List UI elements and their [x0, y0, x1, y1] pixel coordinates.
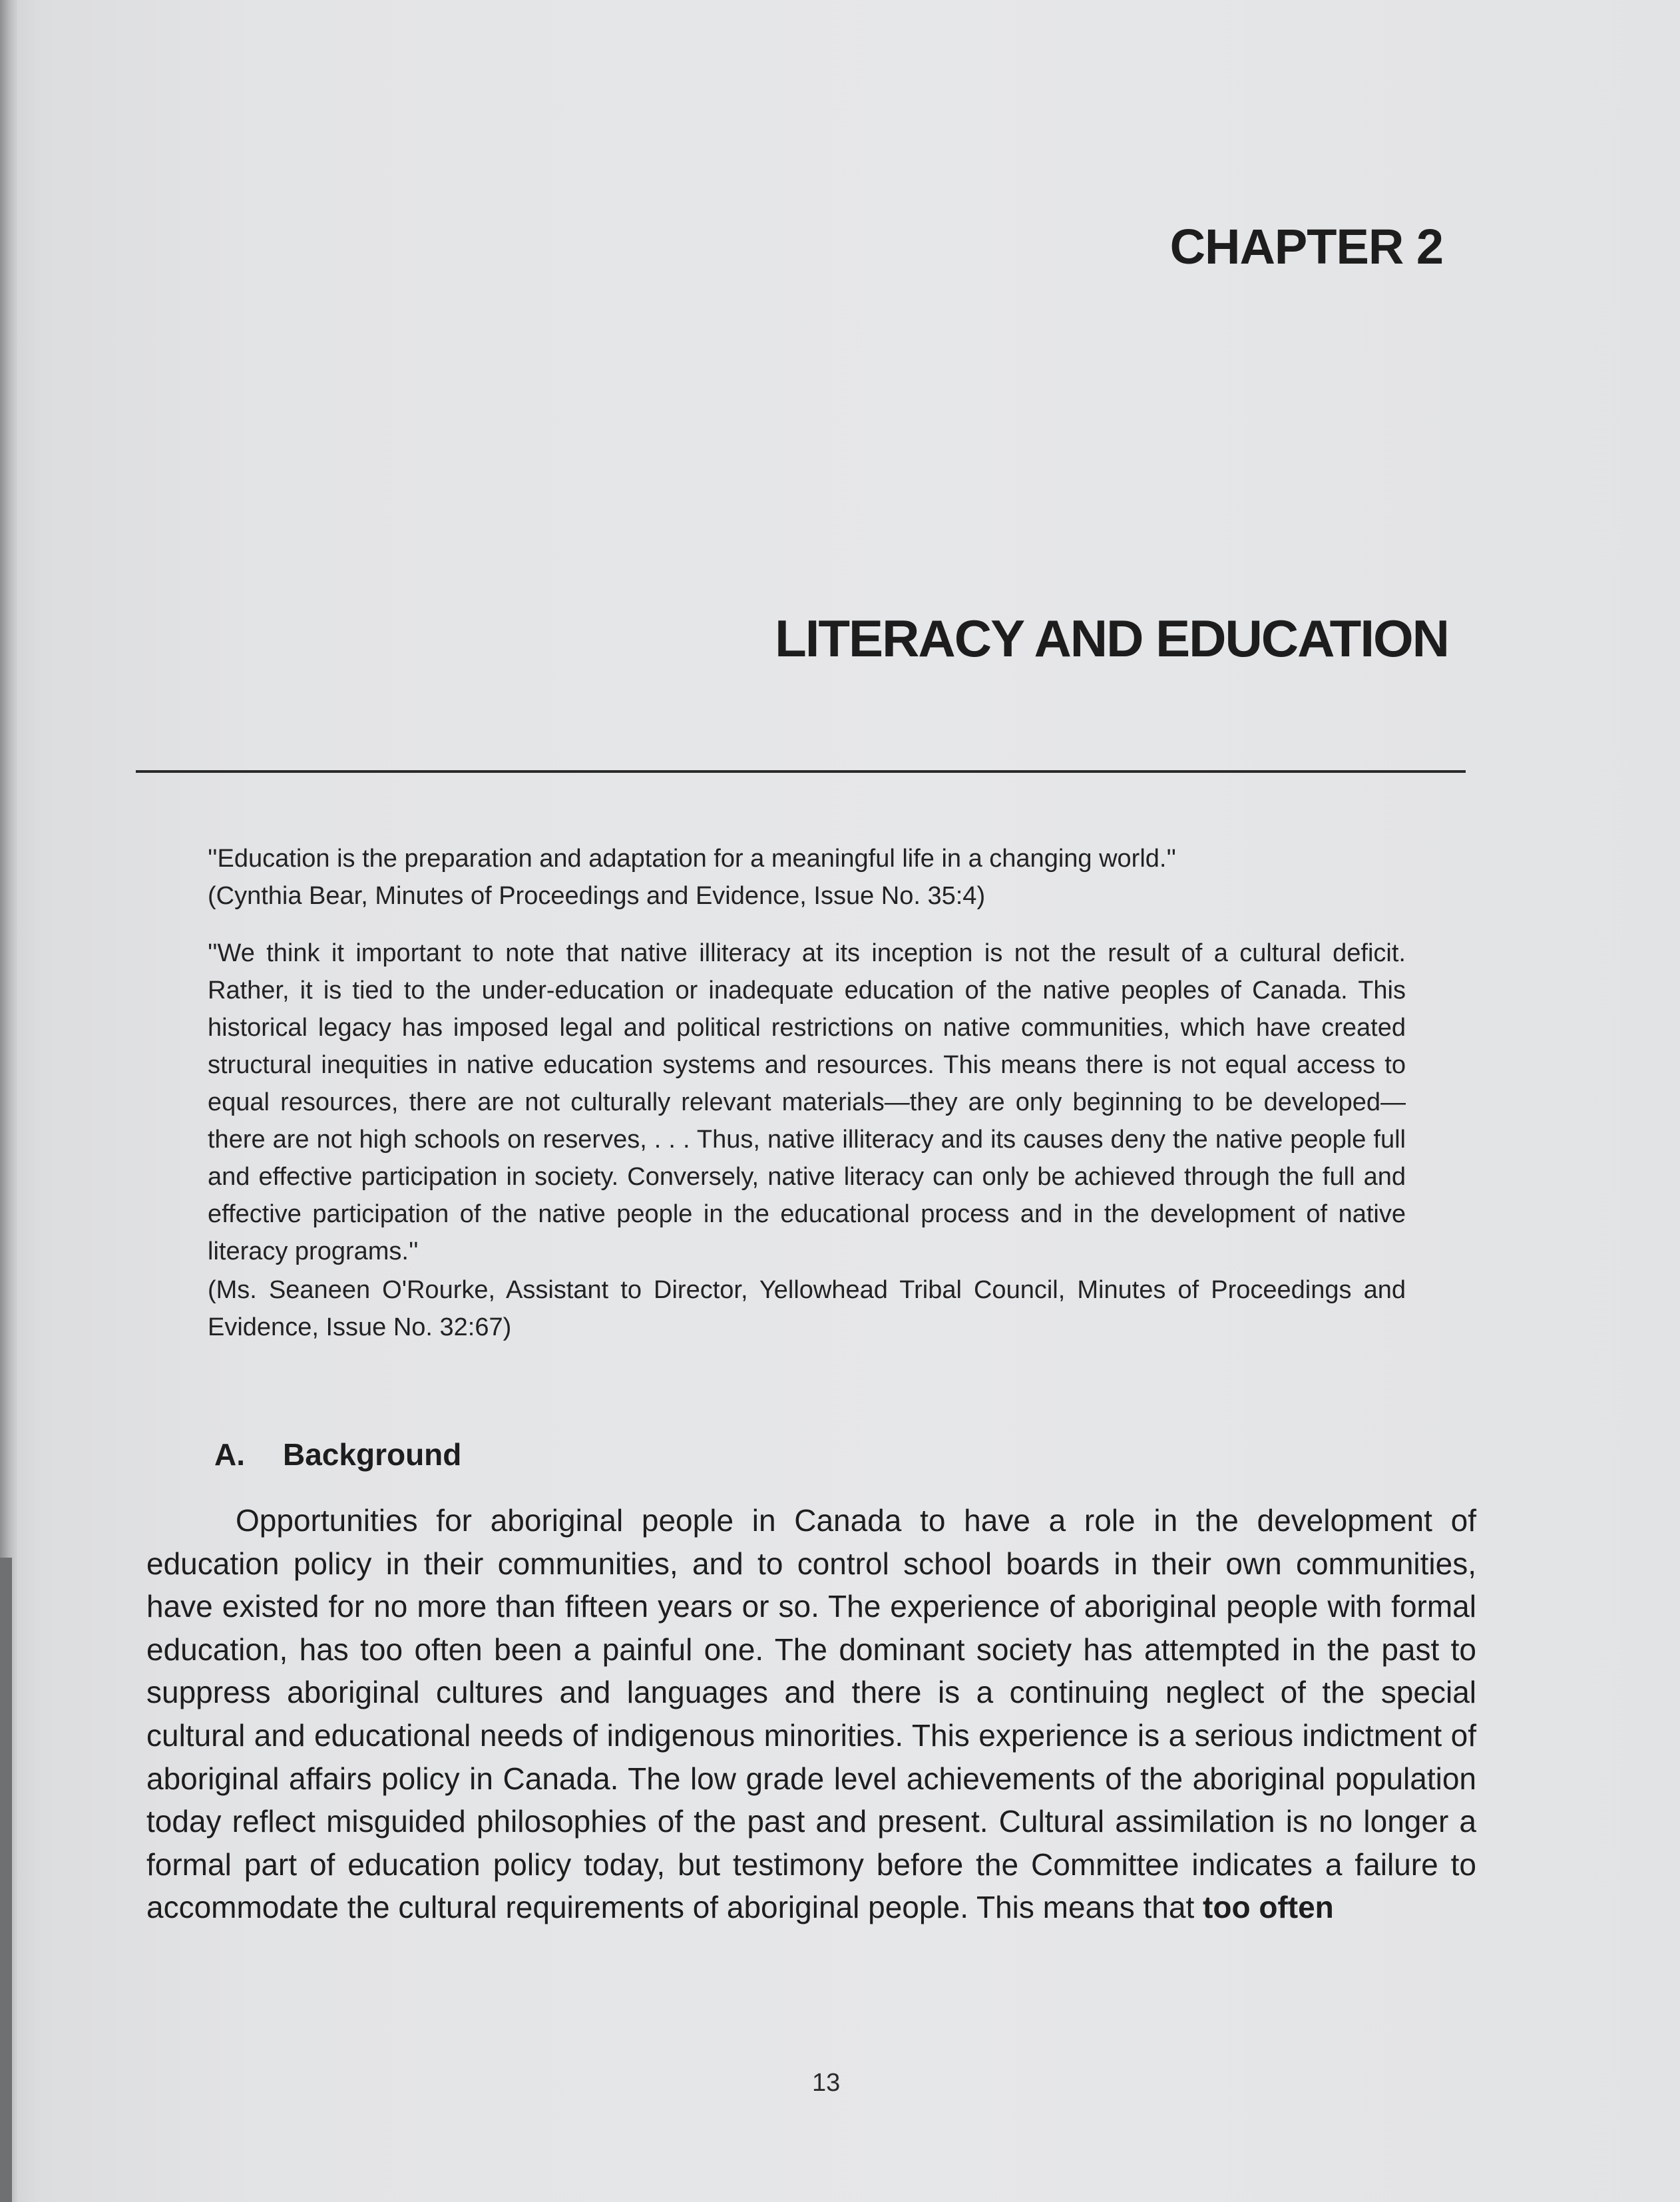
quote-2-text: ''We think it important to note that native illiteracy at its inception is not the result of a cultural deficit. Rather, it is tied to the under-education or inadequate education of the native peoples of Canada. This historical legacy has imposed legal and political restrictions on native communities, which have created structural inequities in native education systems and resources. This means there is not equal access to equal resources, there are not culturally relevant materials—they are only beginning to be developed—there are not high schools on reserves, . . . Thus, native illiteracy and its causes deny the native people full and effective participation in society. Conversely, native literacy can only be achieved through the full and effective participation of the native people in the educational process and in the development of native literacy programs.'': [208, 939, 1406, 1265]
quote-2-attribution: (Ms. Seaneen O'Rourke, Assistant to Director, Yellowhead Tribal Council, Minutes of Proceedings and Evidence, Issue No. 32:67): [208, 1276, 1406, 1341]
section-heading: [214, 1436, 461, 1472]
quote-1: [208, 840, 1406, 915]
section-letter: A.: [214, 1437, 245, 1472]
section-title: Background: [283, 1437, 462, 1472]
chapter-title: LITERACY AND EDUCATION: [775, 609, 1448, 668]
page-number: 13: [812, 2069, 841, 2097]
binding-shadow: [0, 1558, 12, 2202]
chapter-label: CHAPTER 2: [1169, 219, 1443, 274]
body-paragraph-bold-tail: too often: [1203, 1890, 1334, 1925]
quote-1-attribution: (Cynthia Bear, Minutes of Proceedings and Evidence, Issue No. 35:4): [208, 882, 986, 910]
body-paragraph-text: Opportunities for aboriginal people in Canada to have a role in the development of education policy in their communities, and to control school boards in their own communities, have existed for no more than fifteen years or so. The experience of aboriginal people with formal education, has too often been a painful one. The dominant society has attempted in the past to suppress aboriginal cultures and languages and there is a continuing neglect of the special cultural and educational needs of indigenous minorities. This experience is a serious indictment of aboriginal affairs policy in Canada. The low grade level achievements of the aboriginal population today reflect misguided philosophies of the past and present. Cultural assimilation is no longer a formal part of education policy today, but testimony before the Committee indicates a failure to accommodate the cultural requirements of aboriginal people. This means that: [146, 1503, 1476, 1925]
quote-1-text: ''Education is the preparation and adaptation for a meaningful life in a changing world.'': [208, 845, 1176, 873]
title-divider: [136, 770, 1466, 773]
body-paragraph: [146, 1499, 1476, 1929]
quote-2: [208, 935, 1406, 1346]
